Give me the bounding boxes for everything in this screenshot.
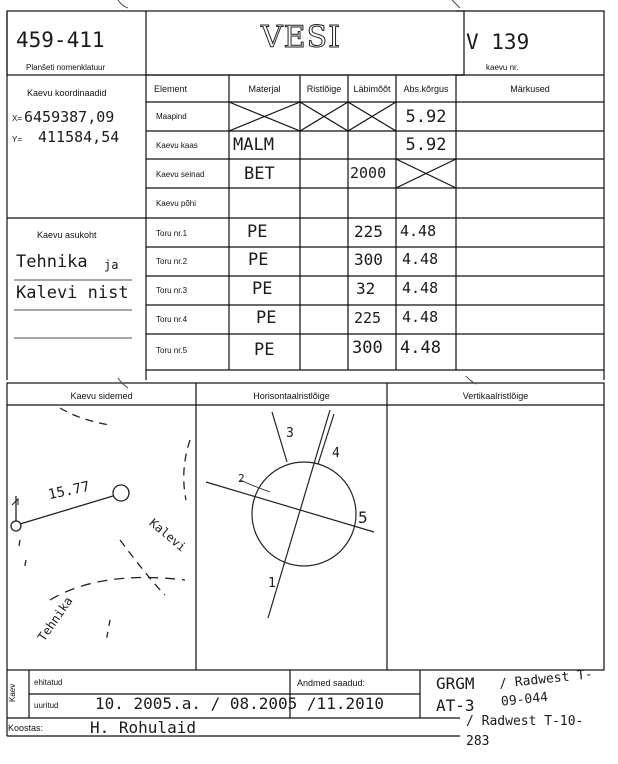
reference-2: / Radwest T-10-283 bbox=[466, 714, 584, 749]
row-material: PE bbox=[247, 222, 268, 242]
location-line1-tail: ja bbox=[104, 258, 119, 272]
row-element: Toru nr.5 bbox=[156, 346, 188, 355]
col-diameter: Läbimõõt bbox=[353, 84, 391, 94]
row-material: MALM bbox=[233, 135, 274, 155]
row-elevation: 4.48 bbox=[400, 222, 437, 240]
distance-label: 15.77 bbox=[46, 478, 92, 504]
pipe-label-3: 3 bbox=[286, 426, 294, 441]
well-label: kaevu nr. bbox=[486, 63, 519, 72]
row-material: PE bbox=[248, 250, 269, 270]
row-material: PE bbox=[254, 340, 275, 360]
row-material: PE bbox=[252, 279, 273, 299]
row-elevation: 4.48 bbox=[402, 308, 439, 326]
row-diameter: 225 bbox=[354, 222, 383, 241]
row-diameter: 2000 bbox=[350, 164, 387, 182]
pipe-label-2: 2 bbox=[238, 472, 245, 485]
x-prefix: X= bbox=[12, 114, 23, 123]
row-element: Kaevu seinad bbox=[156, 170, 205, 179]
panel-vertical-title: Vertikaalristlõige bbox=[462, 391, 529, 401]
map-number: 459-411 bbox=[16, 28, 105, 52]
pipe-label-5: 5 bbox=[358, 508, 368, 527]
location-line1: Tehnika bbox=[16, 252, 88, 272]
street-label-kalevi: Kalevi bbox=[146, 515, 189, 555]
author-value: H. Rohulaid bbox=[90, 718, 196, 737]
row-element: Toru nr.3 bbox=[156, 286, 188, 295]
row-elevation: 5.92 bbox=[405, 107, 447, 127]
footer-side-label: Kaev bbox=[8, 683, 17, 702]
row-material: PE bbox=[256, 308, 277, 328]
well-symbol-icon bbox=[113, 485, 129, 501]
y-coordinate: 411584,54 bbox=[38, 128, 120, 146]
built-label: ehitatud bbox=[34, 678, 63, 687]
pipe-label-1: 1 bbox=[268, 576, 276, 591]
coordinates-label: Kaevu koordinaadid bbox=[27, 88, 107, 98]
author-label: Koostas: bbox=[8, 723, 44, 733]
street-label-tehnika: Tehnika bbox=[35, 594, 76, 644]
surveyed-label: uuritud bbox=[34, 701, 59, 710]
row-diameter: 300 bbox=[354, 250, 383, 269]
data-source-value1: GRGM bbox=[436, 674, 475, 693]
map-label: Planšeti nomenklatuur bbox=[26, 63, 106, 72]
location-label: Kaevu asukoht bbox=[37, 230, 97, 240]
panel-horizontal-title: Horisontaalristlõige bbox=[253, 391, 330, 401]
reference-1: / Radwest T-09-044 bbox=[498, 667, 594, 710]
col-notes: Märkused bbox=[510, 84, 550, 94]
col-element: Element bbox=[154, 84, 188, 94]
location-line2: Kalevi nist bbox=[16, 283, 129, 303]
pipe-label-4: 4 bbox=[332, 446, 340, 461]
row-element: Toru nr.2 bbox=[156, 257, 188, 266]
well-number: V 139 bbox=[466, 30, 530, 54]
horizontal-section-sketch bbox=[206, 410, 374, 618]
well-outline-icon bbox=[252, 462, 356, 566]
panel-connections-title: Kaevu sidemed bbox=[70, 391, 133, 401]
row-element: Toru nr.4 bbox=[156, 315, 188, 324]
row-element: Maapind bbox=[156, 112, 187, 121]
row-element: Toru nr.1 bbox=[156, 229, 188, 238]
reference-point-icon bbox=[11, 521, 21, 531]
row-element: Kaevu kaas bbox=[156, 141, 198, 150]
row-element: Kaevu põhi bbox=[156, 199, 197, 208]
row-diameter: 225 bbox=[354, 309, 382, 327]
row-elevation: 4.48 bbox=[402, 279, 439, 297]
surveyed-value: 10. 2005.a. / 08.2005 /11.2010 bbox=[95, 694, 384, 713]
row-elevation: 4.48 bbox=[402, 250, 439, 268]
col-material: Materjal bbox=[248, 84, 281, 94]
x-coordinate: 6459387,09 bbox=[24, 108, 115, 126]
data-source-value2: AT-3 bbox=[436, 696, 475, 715]
row-diameter: 300 bbox=[352, 338, 383, 358]
row-elevation: 5.92 bbox=[405, 135, 447, 155]
y-prefix: Y= bbox=[12, 135, 23, 144]
page-title: VESI bbox=[261, 20, 341, 55]
data-source-label: Andmed saadud: bbox=[297, 678, 366, 688]
row-diameter: 32 bbox=[356, 279, 376, 298]
row-elevation: 4.48 bbox=[400, 338, 441, 358]
row-material: BET bbox=[244, 164, 275, 184]
col-elevation: Abs.kõrgus bbox=[403, 84, 449, 94]
col-cross-section: Ristlõige bbox=[306, 84, 342, 94]
